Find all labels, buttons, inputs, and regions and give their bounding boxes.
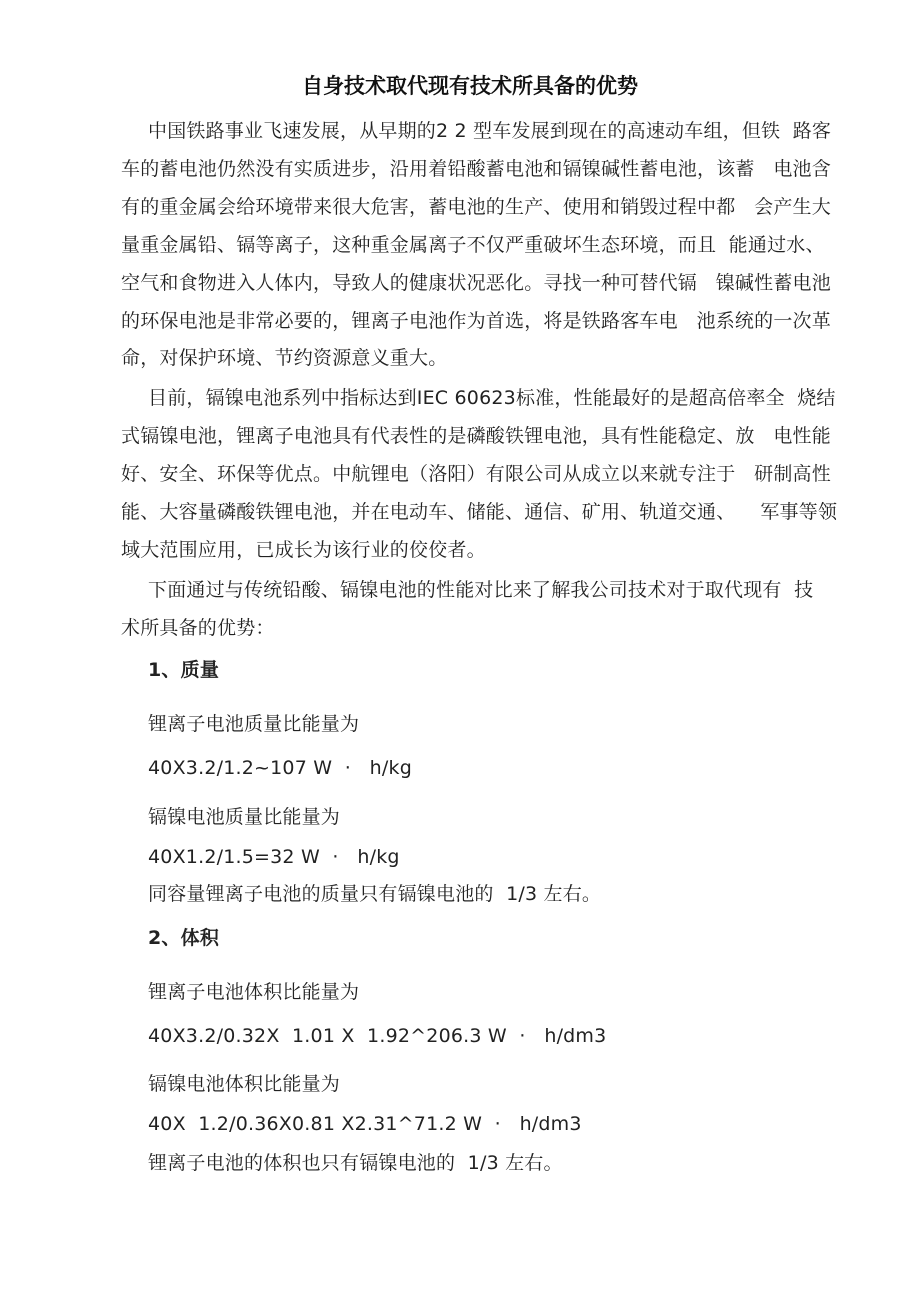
text-line: 能、大容量磷酸铁锂电池，并在电动车、储能、通信、矿用、轨道交通、 军事等领 xyxy=(121,501,838,523)
text-line: 镉镍电池质量比能量为 xyxy=(148,806,341,828)
text-line: 术所具备的优势： xyxy=(121,617,275,639)
formula-line: 40X3.2/1.2~107 W · h/kg xyxy=(148,757,412,779)
text-line: 式镉镍电池，锂离子电池具有代表性的是磷酸铁锂电池，具有性能稳定、放 电性能 xyxy=(121,425,831,447)
text-line: 量重金属铅、镉等离子，这种重金属离子不仅严重破坏生态环境，而且 能通过水、 xyxy=(121,234,825,256)
text-line: 的环保电池是非常必要的，锂离子电池作为首选，将是铁路客车电 池系统的一次革 xyxy=(121,310,831,332)
text-line: 锂离子电池质量比能量为 xyxy=(148,713,360,735)
text-line: 镉镍电池体积比能量为 xyxy=(148,1073,341,1095)
text-line: 锂离子电池体积比能量为 xyxy=(148,981,360,1003)
text-line: 命，对保护环境、节约资源意义重大。 xyxy=(121,347,448,369)
text-line: 中国铁路事业飞速发展，从早期的2 2 型车发展到现在的高速动车组，但铁 路客 xyxy=(148,120,832,142)
text-line: 空气和食物进入人体内，导致人的健康状况恶化。寻找一种可替代镉 镍碱性蓄电池 xyxy=(121,272,831,294)
document-title: 自身技术取代现有技术所具备的优势 xyxy=(302,74,638,98)
text-line: 域大范围应用，已成长为该行业的佼佼者。 xyxy=(121,539,486,561)
formula-line: 40X1.2/1.5=32 W · h/kg xyxy=(148,846,400,868)
text-line: 锂离子电池的体积也只有镉镍电池的 1/3 左右。 xyxy=(148,1152,563,1174)
text-line: 好、安全、环保等优点。中航锂电（洛阳）有限公司从成立以来就专注于 研制高性 xyxy=(121,463,831,485)
text-line: 有的重金属会给环境带来很大危害，蓄电池的生产、使用和销毁过程中都 会产生大 xyxy=(121,196,831,218)
section-heading: 2、体积 xyxy=(148,927,220,949)
text-line: 目前，镉镍电池系列中指标达到IEC 60623标准，性能最好的是超高倍率全 烧结 xyxy=(148,387,836,409)
text-line: 车的蓄电池仍然没有实质进步，沿用着铅酸蓄电池和镉镍碱性蓄电池，该蓄 电池含 xyxy=(121,158,831,180)
text-line: 下面通过与传统铅酸、镉镍电池的性能对比来了解我公司技术对于取代现有 技 xyxy=(148,579,814,601)
formula-line: 40X 1.2/0.36X0.81 X2.31^71.2 W · h/dm3 xyxy=(148,1113,582,1135)
formula-line: 40X3.2/0.32X 1.01 X 1.92^206.3 W · h/dm3 xyxy=(148,1025,607,1047)
section-heading: 1、质量 xyxy=(148,659,220,681)
text-line: 同容量锂离子电池的质量只有镉镍电池的 1/3 左右。 xyxy=(148,883,602,905)
